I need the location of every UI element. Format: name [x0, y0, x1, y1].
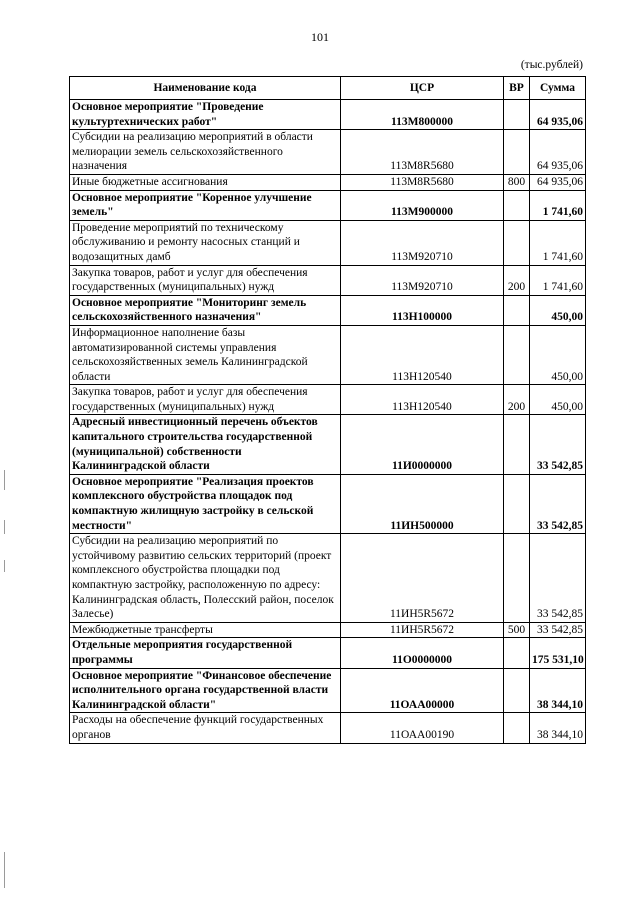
cell-sum: 64 935,06 — [530, 100, 586, 130]
header-csr: ЦСР — [341, 77, 504, 100]
cell-vr — [504, 415, 530, 474]
cell-vr: 800 — [504, 174, 530, 190]
table-row — [70, 265, 586, 295]
cell-csr: 113M8R5680 — [341, 130, 504, 175]
cell-vr — [504, 534, 530, 623]
cell-csr: 11ОАА00190 — [341, 713, 504, 743]
cell-csr: 11О0000000 — [341, 638, 504, 668]
table-body — [70, 100, 586, 744]
cell-csr: 11ИН500000 — [341, 474, 504, 533]
cell-csr: 11И0000000 — [341, 415, 504, 474]
cell-sum: 33 542,85 — [530, 474, 586, 533]
table-row — [70, 325, 586, 384]
cell-name: Субсидии на реализацию мероприятий по устойчивому развитию сельских территорий (проект комплексного обустройства площадки под компактную застройку, расположенную по адресу: Калининградская область, Полесский район, поселок Залесье) — [70, 534, 341, 623]
cell-name: Субсидии на реализацию мероприятий в области мелиорации земель сельскохозяйственного назначения — [70, 130, 341, 175]
cell-vr — [504, 668, 530, 713]
table-row — [70, 668, 586, 713]
cell-name: Основное мероприятие "Реализация проектов комплексного обустройства площадок под компактную жилищную застройку в сельской местности" — [70, 474, 341, 533]
cell-name: Информационное наполнение базы автоматизированной системы управления сельскохозяйственных земель Калининградской области — [70, 325, 341, 384]
cell-vr — [504, 220, 530, 265]
cell-vr — [504, 325, 530, 384]
cell-vr — [504, 190, 530, 220]
cell-csr: 113Н100000 — [341, 295, 504, 325]
cell-sum: 1 741,60 — [530, 220, 586, 265]
cell-name: Основное мероприятие "Мониторинг земель сельскохозяйственного назначения" — [70, 295, 341, 325]
scan-margin-mark — [4, 520, 5, 534]
budget-table — [69, 76, 586, 744]
header-sum: Сумма — [530, 77, 586, 100]
cell-name: Расходы на обеспечение функций государственных органов — [70, 713, 341, 743]
cell-sum: 38 344,10 — [530, 668, 586, 713]
cell-csr: 113H120540 — [341, 385, 504, 415]
cell-sum: 33 542,85 — [530, 622, 586, 638]
cell-name: Адресный инвестиционный перечень объектов капитального строительства государственной (муниципальной) собственности Калининградской области — [70, 415, 341, 474]
cell-sum: 1 741,60 — [530, 265, 586, 295]
cell-sum: 38 344,10 — [530, 713, 586, 743]
cell-name: Проведение мероприятий по техническому обслуживанию и ремонту насосных станций и водозащитных дамб — [70, 220, 341, 265]
header-name: Наименование кода — [70, 77, 341, 100]
cell-csr: 113M920710 — [341, 220, 504, 265]
table-row — [70, 385, 586, 415]
header-vr: ВР — [504, 77, 530, 100]
cell-vr — [504, 295, 530, 325]
cell-sum: 33 542,85 — [530, 415, 586, 474]
table-row — [70, 130, 586, 175]
table-row — [70, 713, 586, 743]
cell-sum: 175 531,10 — [530, 638, 586, 668]
cell-csr: 113М900000 — [341, 190, 504, 220]
cell-sum: 450,00 — [530, 295, 586, 325]
cell-csr: 113М800000 — [341, 100, 504, 130]
cell-name: Межбюджетные трансферты — [70, 622, 341, 638]
cell-name: Закупка товаров, работ и услуг для обеспечения государственных (муниципальных) нужд — [70, 265, 341, 295]
table-row — [70, 415, 586, 474]
table-row — [70, 638, 586, 668]
cell-name: Основное мероприятие "Финансовое обеспечение исполнительного органа государственной власти Калининградской области" — [70, 668, 341, 713]
cell-vr: 500 — [504, 622, 530, 638]
cell-sum: 450,00 — [530, 385, 586, 415]
cell-csr: 11ИН5R5672 — [341, 622, 504, 638]
cell-name: Закупка товаров, работ и услуг для обеспечения государственных (муниципальных) нужд — [70, 385, 341, 415]
cell-csr: 11ИН5R5672 — [341, 534, 504, 623]
cell-csr: 113H120540 — [341, 325, 504, 384]
table-row — [70, 220, 586, 265]
cell-vr: 200 — [504, 265, 530, 295]
page-number: 101 — [311, 30, 329, 44]
cell-sum: 33 542,85 — [530, 534, 586, 623]
cell-sum: 450,00 — [530, 325, 586, 384]
cell-name: Отдельные мероприятия государственной программы — [70, 638, 341, 668]
cell-csr: 113M8R5680 — [341, 174, 504, 190]
table-row — [70, 474, 586, 533]
cell-name: Иные бюджетные ассигнования — [70, 174, 341, 190]
scan-margin-mark — [4, 560, 5, 572]
units-label: (тыс.рублей) — [520, 59, 583, 71]
cell-vr — [504, 474, 530, 533]
table-row — [70, 295, 586, 325]
cell-name: Основное мероприятие "Коренное улучшение земель" — [70, 190, 341, 220]
scan-margin-mark — [4, 852, 5, 888]
table-row — [70, 174, 586, 190]
cell-vr — [504, 130, 530, 175]
table-row — [70, 534, 586, 623]
cell-sum: 1 741,60 — [530, 190, 586, 220]
cell-name: Основное мероприятие "Проведение культуртехнических работ" — [70, 100, 341, 130]
cell-vr — [504, 100, 530, 130]
cell-vr — [504, 713, 530, 743]
cell-sum: 64 935,06 — [530, 174, 586, 190]
table-header-row — [70, 77, 586, 100]
cell-sum: 64 935,06 — [530, 130, 586, 175]
cell-vr — [504, 638, 530, 668]
table-row — [70, 622, 586, 638]
cell-csr: 113M920710 — [341, 265, 504, 295]
cell-vr: 200 — [504, 385, 530, 415]
table-row — [70, 100, 586, 130]
table-row — [70, 190, 586, 220]
cell-csr: 11ОАА00000 — [341, 668, 504, 713]
scan-margin-mark — [4, 470, 5, 490]
